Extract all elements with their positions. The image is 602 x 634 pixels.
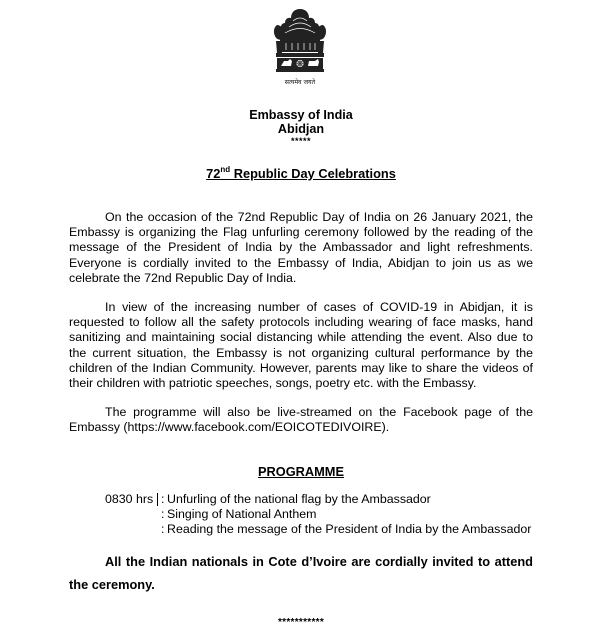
programme-item-time: 0830 hrs [105,492,161,507]
body-paragraph-3: The programme will also be live-streamed on the Facebook page of the Embassy (https://www.facebook.com/EOICOTEDIVOIRE). [69,405,533,435]
programme-item-separator: : [161,507,165,522]
programme-item-time [105,522,161,537]
programme-item [105,522,531,537]
body-paragraph-2: In view of the increasing number of cases of COVID-19 in Abidjan, it is requested to follow all the safety protocols including wearing of face masks, hand sanitizing and maintaining social distancing while attending the event. Also due to the current situation, the Embassy is not organizing cultural performance by the children of the Indian Community. However, parents may like to share the videos of their children with patriotic speeches, songs, poetry etc. with the Embassy. [69,300,533,391]
organization-name: Embassy of India [249,108,353,122]
title-ordinal-suffix: nd [220,164,231,174]
programme-item-separator: : [161,492,165,506]
programme-item-time [105,507,161,522]
national-emblem-logo [271,5,329,108]
title-text: Republic Day Celebrations [230,166,396,181]
programme-item-activity: Reading the message of the President of India by the Ambassador [167,522,532,537]
programme-heading: PROGRAMME [257,464,345,479]
closing-invitation: All the Indian nationals in Cote d’Ivoire are cordially invited to attend the ceremony. [69,554,533,592]
programme-item-separator: : [161,522,165,537]
programme-item [105,492,531,507]
organization-city: Abidjan [277,122,325,136]
text-cursor [157,493,158,506]
footer-stars: *********** [277,617,325,628]
page-title [0,166,602,182]
emblem-motto: सत्यमेव जयते [284,79,316,86]
programme-item-activity: Singing of National Anthem [167,507,317,522]
title-number: 72 [206,166,221,181]
programme-item [105,507,531,522]
programme-item-activity: Unfurling of the national flag by the Ambassador [167,492,431,506]
programme-list [105,492,531,538]
body-paragraph-1: On the occasion of the 72nd Republic Day of India on 26 January 2021, the Embassy is organizing the Flag unfurling ceremony followed by the reading of the message of the President of India by the Ambassador and light refreshments. Everyone is cordially invited to the Embassy of India, Abidjan to join us as we celebrate the 72nd Republic Day of India. [69,210,533,285]
header-stars: ***** [290,136,311,146]
